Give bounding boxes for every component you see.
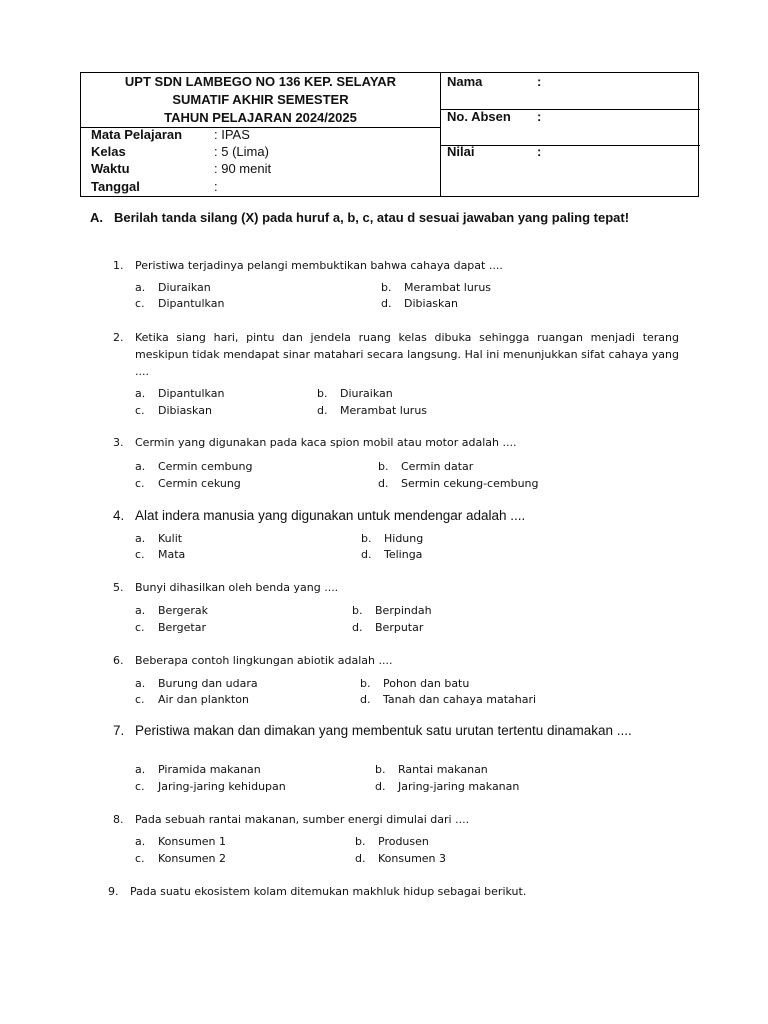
option-b[interactable] [360,677,469,690]
option-d[interactable] [381,297,458,310]
question-number: 4. [113,508,125,523]
option-letter: d. [352,621,363,634]
option-letter: d. [375,780,386,793]
date-value: : [214,179,218,194]
question-3 [113,434,679,451]
school-name: UPT SDN LAMBEGO NO 136 KEP. SELAYAR [124,74,397,89]
section-instruction [90,210,680,226]
option-c[interactable] [135,852,226,865]
option-text: Dipantulkan [158,297,225,310]
option-text: Air dan plankton [158,693,249,706]
option-letter: b. [378,460,389,473]
option-letter: b. [352,604,363,617]
question-number: 1. [113,259,124,272]
option-d[interactable] [352,621,423,634]
question-5 [113,579,679,596]
option-b[interactable] [361,532,423,545]
option-letter: b. [355,835,366,848]
option-text: Konsumen 2 [158,852,227,865]
option-text: Merambat lurus [404,281,492,294]
option-text: Dibiaskan [158,404,212,417]
section-text: Berilah tanda silang (X) pada huruf a, b, c, atau d sesuai jawaban yang paling tepat! [114,210,630,225]
question-number: 8. [113,813,124,826]
option-c[interactable] [135,404,212,417]
time-value: : 90 menit [214,161,272,176]
question-stem: Peristiwa terjadinya pelangi membuktikan bahwa cahaya dapat .... [135,259,503,272]
option-letter: a. [135,763,146,776]
option-text: Telinga [384,548,423,561]
option-letter: a. [135,387,146,400]
option-c[interactable] [135,297,224,310]
option-a[interactable] [135,387,224,400]
option-text: Jaring-jaring makanan [398,780,520,793]
option-b[interactable] [355,835,429,848]
question-stem: Peristiwa makan dan dimakan yang membentuk satu urutan tertentu dinamakan .... [135,723,632,738]
question-stem: Bunyi dihasilkan oleh benda yang .... [135,581,339,594]
option-text: Dibiaskan [404,297,458,310]
option-letter: c. [135,297,145,310]
option-text: Kulit [158,532,183,545]
option-d[interactable] [378,477,539,490]
absen-label: No. Absen [447,109,511,124]
class-value: : 5 (Lima) [214,144,269,159]
option-d[interactable] [355,852,446,865]
question-stem: Alat indera manusia yang digunakan untuk mendengar adalah .... [135,508,526,523]
option-b[interactable] [352,604,432,617]
time-label: Waktu [91,161,130,176]
option-text: Cermin datar [401,460,474,473]
option-letter: d. [360,693,371,706]
option-a[interactable] [135,532,182,545]
option-letter: b. [361,532,372,545]
option-text: Jaring-jaring kehidupan [158,780,286,793]
question-2 [113,329,679,380]
question-number: 3. [113,436,124,449]
option-text: Dipantulkan [158,387,225,400]
score-label: Nilai [447,144,475,159]
exam-header-table [80,72,699,197]
option-text: Cermin cekung [158,477,241,490]
option-letter: c. [135,693,145,706]
option-letter: c. [135,548,145,561]
table-divider [440,73,441,196]
option-text: Merambat lurus [340,404,428,417]
option-letter: c. [135,477,145,490]
option-c[interactable] [135,477,241,490]
option-letter: d. [355,852,366,865]
option-b[interactable] [375,763,488,776]
option-text: Bergetar [158,621,206,634]
option-text: Diuraikan [158,281,211,294]
absen-colon: : [537,109,542,124]
option-letter: b. [381,281,392,294]
option-letter: a. [135,281,146,294]
option-text: Rantai makanan [398,763,488,776]
option-letter: a. [135,835,146,848]
option-d[interactable] [360,693,536,706]
question-stem: Cermin yang digunakan pada kaca spion mobil atau motor adalah .... [135,436,517,449]
question-6 [113,652,679,669]
option-letter: d. [378,477,389,490]
question-4 [113,507,679,524]
score-colon: : [537,144,542,159]
option-a[interactable] [135,763,261,776]
option-text: Burung dan udara [158,677,258,690]
exam-title: SUMATIF AKHIR SEMESTER [172,92,349,107]
option-letter: a. [135,677,146,690]
date-label: Tanggal [91,179,140,194]
option-b[interactable] [381,281,491,294]
option-a[interactable] [135,604,208,617]
name-colon: : [537,74,542,89]
option-text: Mata [158,548,186,561]
option-d[interactable] [317,404,427,417]
subject-value: : IPAS [214,127,250,142]
option-text: Produsen [378,835,429,848]
option-letter: a. [135,604,146,617]
option-letter: a. [135,532,146,545]
question-8 [113,811,679,828]
option-letter: c. [135,852,145,865]
question-9 [108,883,674,900]
school-year: TAHUN PELAJARAN 2024/2025 [164,110,357,125]
option-letter: b. [317,387,328,400]
option-letter: d. [381,297,392,310]
option-text: Diuraikan [340,387,393,400]
question-stem: Beberapa contoh lingkungan abiotik adalah .... [135,654,393,667]
question-1 [113,257,679,274]
question-number: 2. [113,331,124,344]
option-text: Konsumen 3 [378,852,447,865]
option-letter: d. [317,404,328,417]
option-d[interactable] [375,780,519,793]
option-text: Konsumen 1 [158,835,227,848]
question-number: 7. [113,723,125,738]
option-text: Berpindah [375,604,432,617]
question-stem: Ketika siang hari, pintu dan jendela ruang kelas dibuka sehingga ruangan menjadi terang meskipun tidak mendapat sinar matahari secara langsung. Hal ini menunjukkan sifat cahaya yang .... [135,331,679,378]
option-text: Piramida makanan [158,763,261,776]
question-7 [113,722,679,739]
option-letter: b. [360,677,371,690]
option-c[interactable] [135,693,249,706]
option-text: Tanah dan cahaya matahari [383,693,537,706]
option-text: Pohon dan batu [383,677,470,690]
option-text: Hidung [384,532,424,545]
option-b[interactable] [317,387,393,400]
option-a[interactable] [135,460,252,473]
question-number: 9. [108,885,119,898]
option-a[interactable] [135,677,258,690]
section-letter: A. [90,210,103,225]
option-c[interactable] [135,780,286,793]
class-label: Kelas [91,144,126,159]
question-number: 5. [113,581,124,594]
option-text: Bergerak [158,604,209,617]
question-number: 6. [113,654,124,667]
option-b[interactable] [378,460,473,473]
option-d[interactable] [361,548,422,561]
question-stem: Pada sebuah rantai makanan, sumber energi dimulai dari .... [135,813,470,826]
option-a[interactable] [135,835,226,848]
option-text: Cermin cembung [158,460,253,473]
subject-label: Mata Pelajaran [91,127,183,142]
option-letter: d. [361,548,372,561]
option-letter: b. [375,763,386,776]
option-a[interactable] [135,281,211,294]
option-letter: a. [135,460,146,473]
name-label: Nama [447,74,483,89]
option-text: Berputar [375,621,424,634]
option-letter: c. [135,404,145,417]
option-c[interactable] [135,548,185,561]
table-rule [440,145,700,146]
option-letter: c. [135,621,145,634]
question-stem: Pada suatu ekosistem kolam ditemukan makhluk hidup sebagai berikut. [130,885,527,898]
option-text: Sermin cekung-cembung [401,477,539,490]
option-letter: c. [135,780,145,793]
option-c[interactable] [135,621,206,634]
